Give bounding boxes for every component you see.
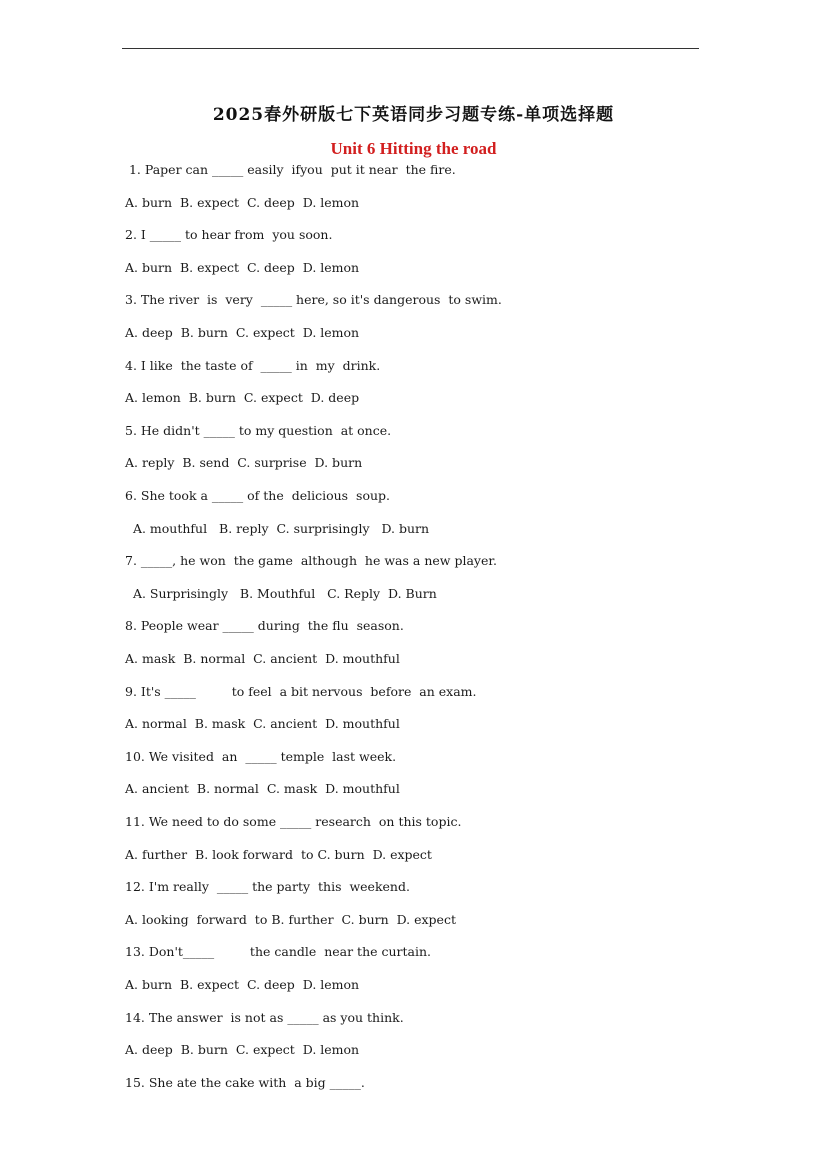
document-title: 2025春外研版七下英语同步习题专练-单项选择题 (212, 105, 615, 125)
question-stem: 11. We need to do some _____ research on this topic. (125, 814, 462, 829)
answer-options: A. ancient B. normal C. mask D. mouthful (125, 781, 400, 796)
answer-options: A. further B. look forward to C. burn D. expect (125, 847, 432, 862)
question-stem: 4. I like the taste of _____ in my drink. (125, 358, 381, 373)
unit-title: Unit 6 Hitting the road (330, 139, 497, 158)
answer-options: A. burn B. expect C. deep D. lemon (125, 977, 360, 992)
header-rule (122, 48, 699, 49)
answer-options: A. normal B. mask C. ancient D. mouthful (125, 716, 400, 731)
question-stem: 1. Paper can _____ easily ifyou put it near the fire. (125, 162, 456, 177)
question-stem: 5. He didn't _____ to my question at once. (125, 423, 392, 438)
question-stem: 10. We visited an _____ temple last week. (125, 749, 397, 764)
answer-options: A. burn B. expect C. deep D. lemon (125, 260, 360, 275)
question-stem: 3. The river is very _____ here, so it's dangerous to swim. (125, 292, 502, 307)
answer-options: A. deep B. burn C. expect D. lemon (125, 1042, 360, 1057)
question-stem: 12. I'm really _____ the party this weekend. (125, 879, 410, 894)
question-stem: 14. The answer is not as _____ as you think. (125, 1010, 404, 1025)
answer-options: A. Surprisingly B. Mouthful C. Reply D. Burn (125, 586, 437, 601)
answer-options: A. lemon B. burn C. expect D. deep (125, 390, 360, 405)
question-stem: 6. She took a _____ of the delicious soup. (125, 488, 390, 503)
answer-options: A. deep B. burn C. expect D. lemon (125, 325, 360, 340)
question-stem: 13. Don't_____ the candle near the curtain. (125, 944, 432, 959)
answer-options: A. mouthful B. reply C. surprisingly D. burn (125, 521, 430, 536)
answer-options: A. looking forward to B. further C. burn D. expect (125, 912, 456, 927)
question-stem: 9. It's _____ to feel a bit nervous before an exam. (125, 684, 477, 699)
answer-options: A. reply B. send C. surprise D. burn (125, 455, 363, 470)
question-stem: 8. People wear _____ during the flu season. (125, 618, 404, 633)
question-stem: 15. She ate the cake with a big _____. (125, 1075, 365, 1090)
question-stem: 2. I _____ to hear from you soon. (125, 227, 333, 242)
answer-options: A. mask B. normal C. ancient D. mouthful (125, 651, 400, 666)
question-stem: 7. _____, he won the game although he was a new player. (125, 553, 497, 568)
answer-options: A. burn B. expect C. deep D. lemon (125, 195, 360, 210)
